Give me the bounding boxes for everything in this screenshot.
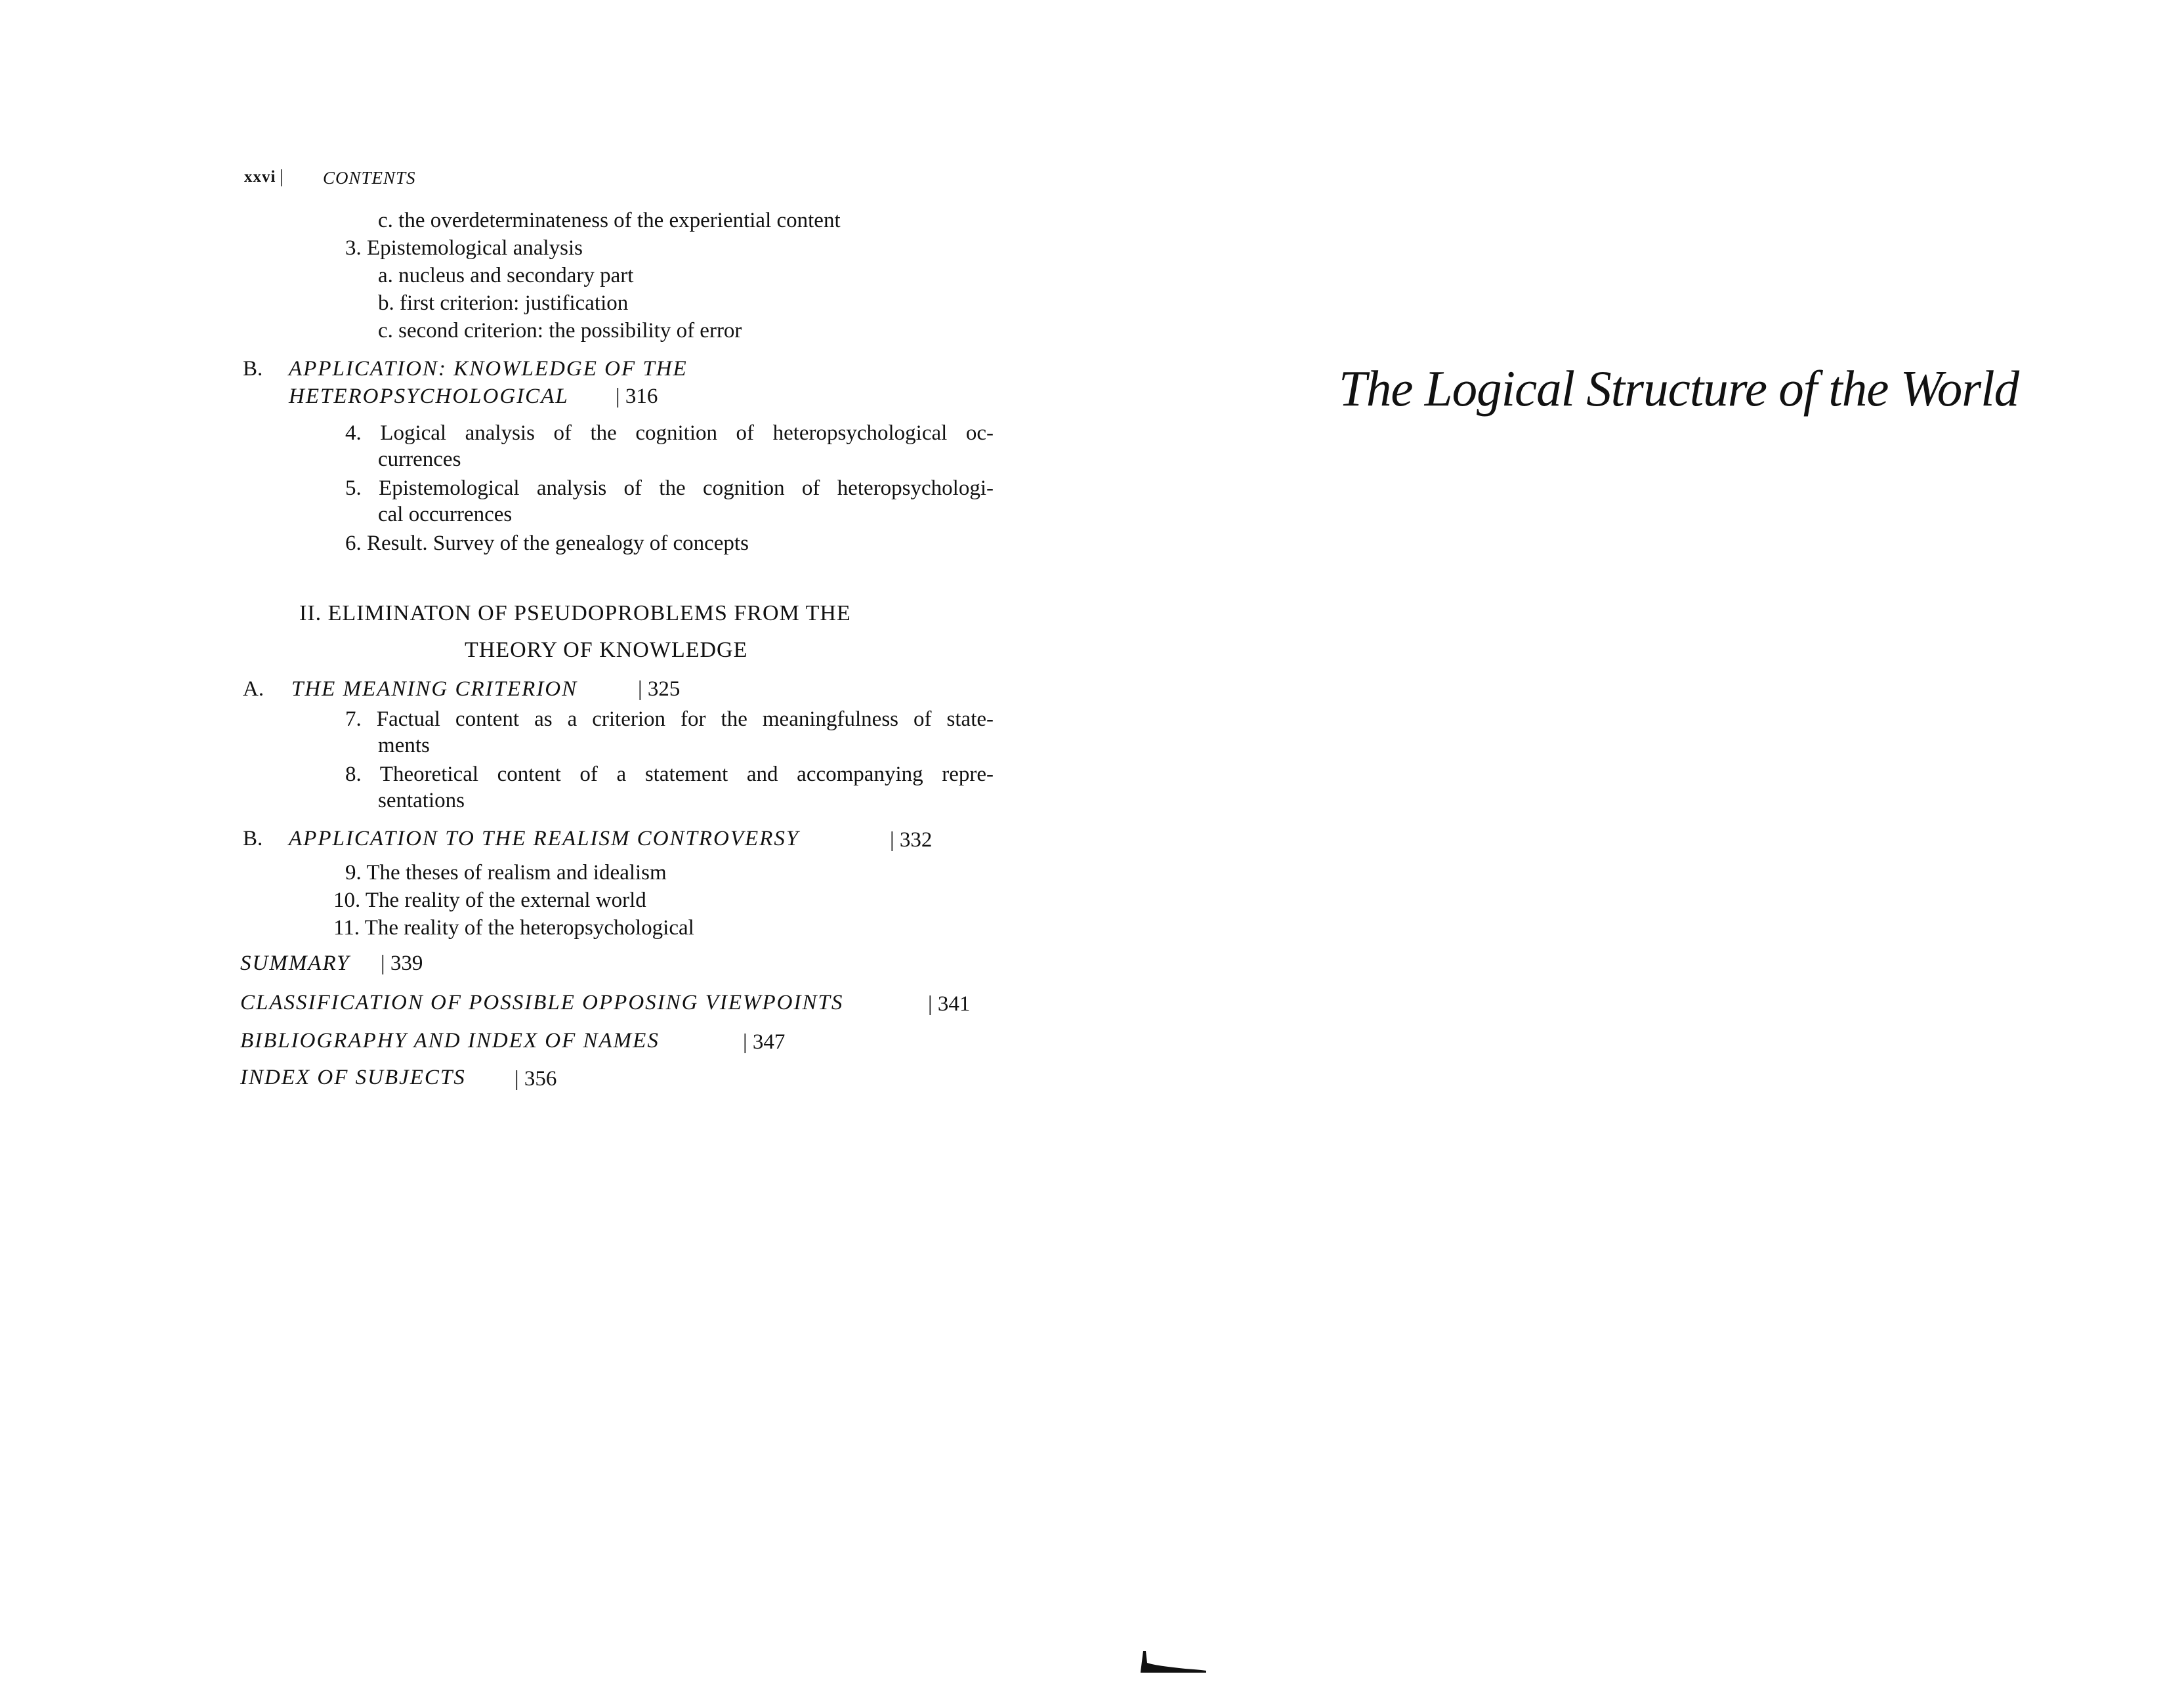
section-a-page: | 325 [638, 677, 681, 701]
toc-entry-8-line2: sentations [378, 789, 465, 812]
bibliography-page: | 347 [743, 1030, 786, 1054]
part-2-heading-line1: II. ELIMINATON OF PSEUDOPROBLEMS FROM THE [299, 601, 851, 625]
section-b2-page: | 332 [890, 828, 933, 852]
running-head: CONTENTS [323, 168, 416, 188]
toc-entry-11: 11. The reality of the heteropsychological [333, 916, 694, 940]
classification-title: CLASSIFICATION OF POSSIBLE OPPOSING VIEWPOINTS [240, 991, 844, 1014]
toc-entry-7-line2: ments [378, 734, 430, 757]
toc-entry-3: 3. Epistemological analysis [345, 236, 583, 260]
toc-entry-3a: a. nucleus and secondary part [378, 264, 634, 287]
publisher-logo-icon [1139, 1647, 1208, 1673]
bibliography-title: BIBLIOGRAPHY AND INDEX OF NAMES [240, 1029, 660, 1053]
toc-entry-4-line1: 4. Logical analysis of the cognition of heteropsychological oc- [345, 421, 994, 445]
header-separator: | [280, 167, 284, 187]
toc-entry-10: 10. The reality of the external world [333, 888, 646, 912]
toc-entry-5-line1: 5. Epistemological analysis of the cognition of heteropsychologi- [345, 476, 994, 500]
section-b1-title-line2: HETEROPSYCHOLOGICAL [289, 385, 569, 408]
toc-entry-c-overdeterminateness: c. the overdeterminateness of the experiential content [378, 209, 841, 232]
summary-title: SUMMARY [240, 951, 350, 975]
page-number: xxvi [244, 168, 276, 186]
toc-entry-5-line2: cal occurrences [378, 503, 513, 526]
section-b2-title: APPLICATION TO THE REALISM CONTROVERSY [289, 827, 800, 850]
section-a-title: THE MEANING CRITERION [291, 677, 578, 701]
toc-entry-3c: c. second criterion: the possibility of error [378, 319, 742, 343]
section-a-letter: A. [243, 677, 264, 701]
section-b1-letter: B. [243, 357, 263, 381]
section-b1-page: | 316 [616, 385, 658, 408]
section-b1-title-line1: APPLICATION: KNOWLEDGE OF THE [289, 357, 688, 381]
toc-entry-9: 9. The theses of realism and idealism [345, 861, 667, 885]
toc-entry-3b: b. first criterion: justification [378, 291, 629, 315]
section-b2-letter: B. [243, 827, 263, 850]
toc-entry-4-line2: currences [378, 448, 461, 471]
summary-page: | 339 [381, 951, 423, 975]
toc-entry-8-line1: 8. Theoretical content of a statement and accompanying repre- [345, 763, 994, 786]
classification-page: | 341 [928, 992, 971, 1016]
part-2-heading-line2: THEORY OF KNOWLEDGE [465, 638, 748, 662]
toc-entry-6: 6. Result. Survey of the genealogy of concepts [345, 532, 749, 555]
index-page: | 356 [514, 1067, 557, 1091]
book-title: The Logical Structure of the World [1339, 360, 2019, 417]
toc-entry-7-line1: 7. Factual content as a criterion for the meaningfulness of state- [345, 707, 994, 731]
index-title: INDEX OF SUBJECTS [240, 1066, 466, 1089]
